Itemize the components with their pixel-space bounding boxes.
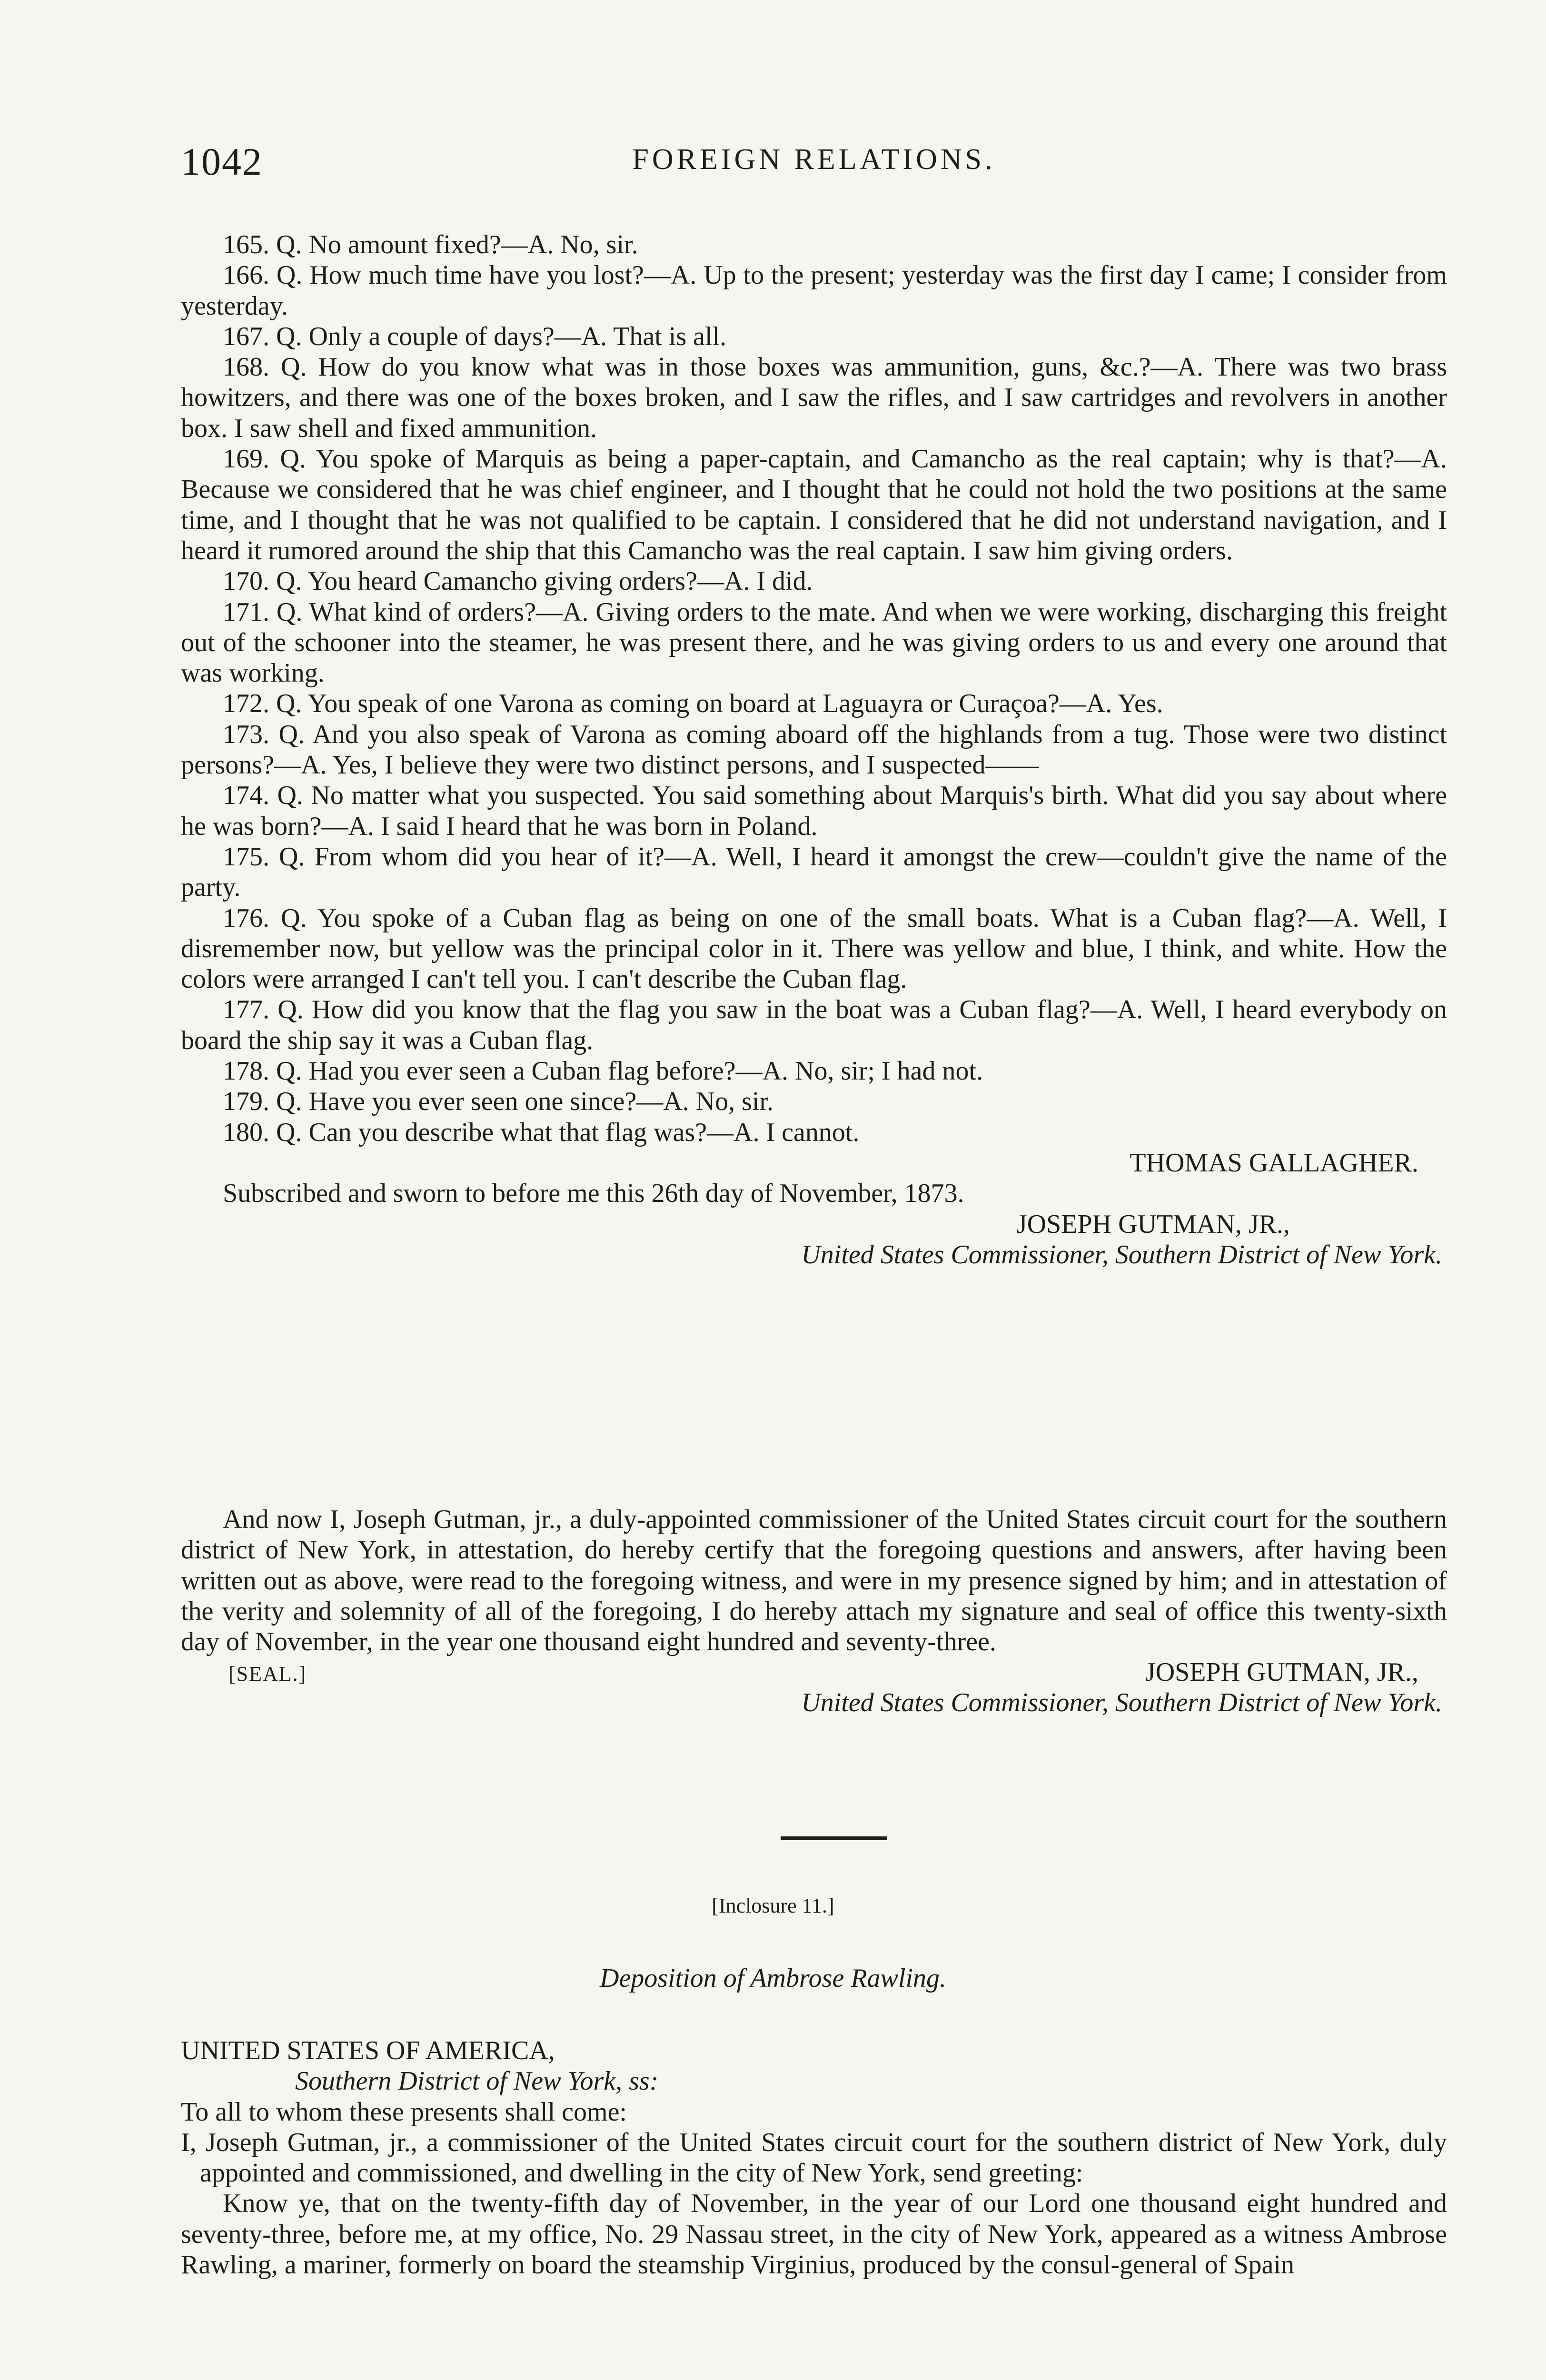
section-divider [781,1836,887,1840]
deposition-title: Deposition of Ambrose Rawling. [600,1964,946,1993]
qa-177: 177. Q. How did you know that the flag you saw in the boat was a Cuban flag?—A. Well, I heard everybody on board the ship say it was a Cuban flag. [181,995,1447,1055]
inclosure-label: [Inclosure 11.] [712,1894,834,1917]
qa-180: 180. Q. Can you describe what that flag was?—A. I cannot. [223,1117,860,1147]
know-ye-paragraph: Know ye, that on the twenty-fifth day of November, in the year of our Lord one thousand eight hundred and seventy-three, before me, at my office, No. 29 Nassau street, in the city of New York, appeared as a witness Ambrose Rawling, a mariner, formerly on board the steamship Virginius, produced by the consul-general of Spain [181,2189,1447,2280]
commissioner-title: United States Commissioner, Southern District of New York. [801,1240,1442,1269]
qa-165: 165. Q. No amount fixed?—A. No, sir. [223,230,638,259]
page-number: 1042 [181,140,263,183]
qa-166: 166. Q. How much time have you lost?—A. Up to the present; yesterday was the first day I came; I consider from yesterday. [181,260,1447,321]
qa-174: 174. Q. No matter what you suspected. You said something about Marquis's birth. What did you say about where he was born?—A. I said I heard that he was born in Poland. [181,781,1447,841]
qa-173: 173. Q. And you also speak of Varona as coming aboard off the highlands from a tug. Those were two distinct persons?—A. Yes, I believe they were two distinct persons, and I suspected—— [181,719,1447,780]
qa-169: 169. Q. You spoke of Marquis as being a paper-captain, and Camancho as the real captain; why is that?—A. Because we considered that he was chief engineer, and I thought that he could not hold the two positions at the same time, and I thought that he was not qualified to be captain. I considered that he did not understand navigation, and I heard it rumored around the ship that this Camancho was the real captain. I saw him giving orders. [181,444,1447,565]
seal-label: [SEAL.] [228,1662,307,1686]
subscribed-line: Subscribed and sworn to before me this 26th day of November, 1873. [223,1179,964,1209]
qa-171: 171. Q. What kind of orders?—A. Giving orders to the mate. And when we were working, discharging this freight out of the schooner into the steamer, he was present there, and he was giving orders to us and every one around that was working. [181,597,1447,688]
qa-170: 170. Q. You heard Camancho giving orders?—A. I did. [223,566,813,596]
page-header [181,138,1447,190]
qa-172: 172. Q. You speak of one Varona as coming on board at Laguayra or Curaçoa?—A. Yes. [223,689,1163,719]
certification-paragraph: And now I, Joseph Gutman, jr., a duly-appointed commissioner of the United States circuit court for the southern district of New York, in attestation, do hereby certify that the foregoing questions and answers, after having been written out as above, were read to the foregoing witness, and were in my presence signed by him; and in attestation of the verity and solemnity of all of the foregoing, I do hereby attach my signature and seal of office this twenty-sixth day of November, in the year one thousand eight hundred and seventy-three. [181,1505,1447,1657]
commissioner-name-2: JOSEPH GUTMAN, JR., [1145,1657,1418,1687]
qa-178: 178. Q. Had you ever seen a Cuban flag before?—A. No, sir; I had not. [223,1056,983,1086]
qa-168: 168. Q. How do you know what was in those boxes was ammunition, guns, &c.?—A. There was two brass howitzers, and there was one of the boxes broken, and I saw the rifles, and I saw cartridges and revolvers in another box. I saw shell and fixed ammunition. [181,352,1447,443]
witness-signature: THOMAS GALLAGHER. [1130,1148,1418,1178]
commissioner-name: JOSEPH GUTMAN, JR., [1016,1209,1290,1239]
qa-175: 175. Q. From whom did you hear of it?—A. Well, I heard it amongst the crew—couldn't give the name of the party. [181,842,1447,902]
venue-line-2: Southern District of New York, ss: [295,2066,659,2096]
to-all-line: To all to whom these presents shall come: [181,2097,627,2127]
qa-167: 167. Q. Only a couple of days?—A. That is all. [223,321,727,351]
question-answer-section [181,229,1447,1270]
qa-176: 176. Q. You spoke of a Cuban flag as being on one of the small boats. What is a Cuban flag?—A. Well, I disremember now, but yellow was the principal color in it. There was yellow and blue, I think, and white. How the colors were arranged I can't tell you. I can't describe the Cuban flag. [181,903,1447,994]
certification-section [181,1504,1447,1718]
deposition-body [181,2035,1447,2280]
qa-179: 179. Q. Have you ever seen one since?—A. No, sir. [223,1087,774,1117]
seal-signature-row [181,1657,1447,1718]
running-title: FOREIGN RELATIONS. [632,143,996,176]
venue-line-1: UNITED STATES OF AMERICA, [181,2036,555,2065]
greeting-paragraph: I, Joseph Gutman, jr., a commissioner of the United States circuit court for the southern district of New York, duly appointed and commissioned, and dwelling in the city of New York, send greeting: [181,2127,1447,2188]
commissioner-title-2: United States Commissioner, Southern District of New York. [801,1688,1442,1718]
